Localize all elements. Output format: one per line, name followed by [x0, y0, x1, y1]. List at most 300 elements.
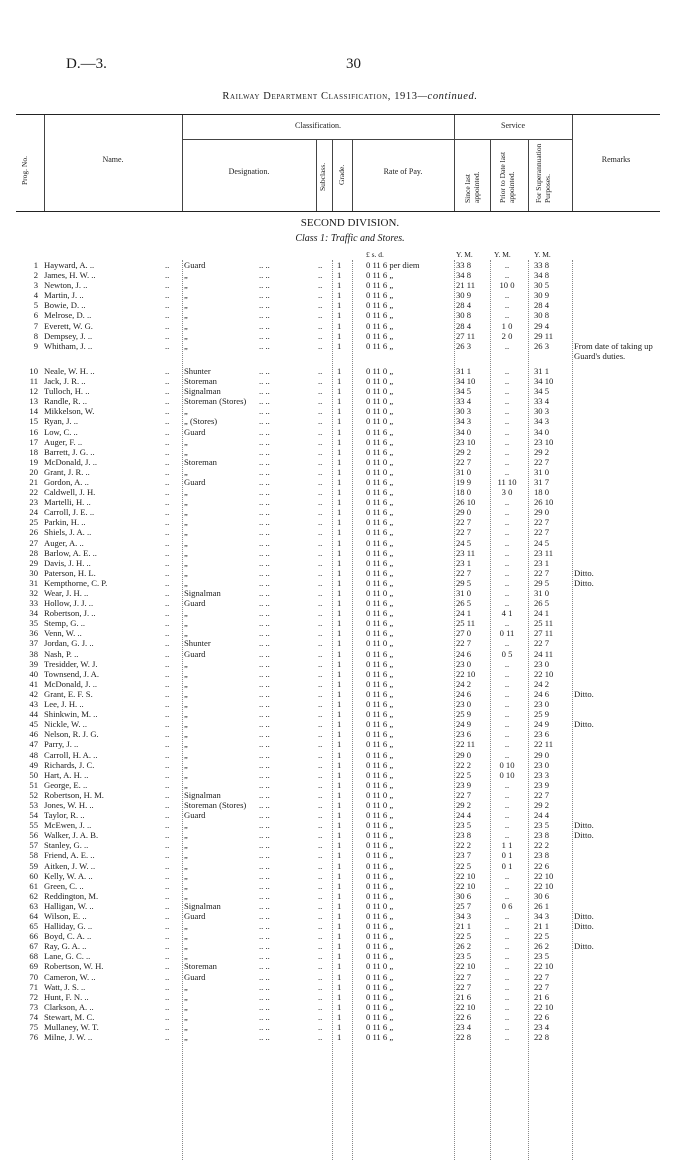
cell-pay: 0 11 6 „ [366, 749, 394, 760]
cell-since: 22 10 [456, 880, 476, 891]
cell-grade: 1 [337, 446, 342, 457]
cell-prior: .. [504, 739, 510, 750]
cell-prior: .. [504, 941, 510, 952]
cell-no: 8 [33, 330, 38, 341]
table-row [0, 649, 700, 659]
cell-since: 23 6 [456, 729, 472, 740]
cell-des: Signalman [184, 386, 221, 397]
cell-since: 22 7 [456, 638, 472, 649]
cell-name: Shinkwin, M. .. [44, 709, 98, 720]
cell-pay: 0 11 6 „ [366, 618, 394, 629]
cell-sub: .. [318, 931, 323, 942]
cell-pay: 0 11 6 „ [366, 310, 394, 321]
cell-sub: .. [318, 668, 323, 679]
cell-grade: 1 [337, 699, 342, 710]
leader-dots: .. [165, 860, 170, 871]
leader-dots: .. .. [259, 638, 270, 649]
cell-sub: .. [318, 759, 323, 770]
cell-since: 23 7 [456, 850, 472, 861]
cell-grade: 1 [337, 900, 342, 911]
cell-no: 40 [29, 668, 38, 679]
cell-grade: 1 [337, 709, 342, 720]
cell-pay: 0 11 0 „ [366, 588, 394, 598]
cell-since: 34 10 [456, 376, 476, 387]
cell-sub: .. [318, 618, 323, 629]
leader-dots: .. [165, 789, 170, 800]
cell-since: 30 6 [456, 890, 472, 901]
cell-sub: .. [318, 396, 323, 407]
cell-super: 22 11 [534, 739, 554, 750]
cell-grade: 1 [337, 779, 342, 790]
table-row [0, 437, 700, 447]
col-classification: Classification. [295, 121, 341, 130]
cell-since: 23 0 [456, 658, 472, 669]
leader-dots: .. [165, 456, 170, 467]
col-subclass: Subclass. [318, 162, 327, 191]
cell-prior: .. [504, 729, 510, 740]
col-super: For Superannuation Purposes. [534, 143, 552, 203]
leader-dots: .. [165, 900, 170, 911]
cell-sub: .. [318, 507, 323, 518]
cell-grade: 1 [337, 406, 342, 417]
cell-prior: .. [504, 1011, 510, 1022]
cell-name: Robertson, J. .. [44, 608, 96, 619]
cell-pay: 0 11 0 „ [366, 376, 394, 387]
cell-grade: 1 [337, 729, 342, 740]
cell-name: Robertson, W. H. [44, 961, 104, 972]
table-row [0, 820, 700, 830]
cell-name: Green, C. .. [44, 880, 84, 891]
cell-name: Shiels, J. A. .. [44, 527, 92, 538]
cell-no: 67 [29, 941, 38, 952]
cell-super: 29 2 [534, 799, 550, 810]
leader-dots: .. [165, 719, 170, 730]
cell-sub: .. [318, 577, 323, 588]
leader-dots: .. [165, 416, 170, 427]
cell-des: Guard [184, 598, 206, 609]
cell-sub: .. [318, 991, 323, 1002]
cell-super: 23 10 [534, 436, 554, 447]
col-service: Service [501, 121, 525, 130]
cell-rem: Ditto. [574, 830, 594, 841]
cell-no: 56 [29, 830, 38, 841]
cell-no: 37 [29, 638, 38, 649]
cell-pay: 0 11 6 „ [366, 840, 394, 851]
leader-dots: .. .. [259, 547, 270, 558]
leader-dots: .. .. [259, 497, 270, 508]
cell-des: „ [184, 487, 188, 498]
cell-name: Stewart, M. C. [44, 1011, 95, 1022]
leader-dots: .. [165, 830, 170, 841]
cell-no: 72 [29, 991, 38, 1002]
table-row [0, 280, 700, 290]
table-row [0, 548, 700, 558]
cell-since: 34 3 [456, 416, 472, 427]
cell-pay: 0 11 6 „ [366, 678, 394, 689]
table-row [0, 527, 700, 537]
cell-pay: 0 11 6 „ [366, 941, 394, 952]
table-row [0, 911, 700, 921]
cell-since: 22 7 [456, 456, 472, 467]
cell-name: Nickle, W. .. [44, 719, 87, 730]
cell-sub: .. [318, 588, 323, 598]
leader-dots: .. .. [259, 729, 270, 740]
cell-name: Robertson, H. M. [44, 789, 104, 800]
cell-no: 69 [29, 961, 38, 972]
cell-since: 24 6 [456, 648, 472, 659]
cell-des: „ [184, 769, 188, 780]
table-row [0, 780, 700, 790]
table-row [0, 310, 700, 320]
cell-sub: .. [318, 900, 323, 911]
page-number: 30 [346, 56, 361, 72]
cell-no: 70 [29, 971, 38, 982]
cell-no: 3 [33, 280, 38, 291]
cell-sub: .. [318, 456, 323, 467]
cell-no: 5 [33, 300, 38, 311]
cell-name: Kempthorne, C. P. [44, 577, 108, 588]
cell-pay: 0 11 6 „ [366, 648, 394, 659]
leader-dots: .. [165, 941, 170, 952]
cell-grade: 1 [337, 799, 342, 810]
cell-sub: .. [318, 638, 323, 649]
leader-dots: .. [165, 436, 170, 447]
cell-pay: 0 11 6 „ [366, 1022, 394, 1033]
cell-pay: 0 11 6 „ [366, 759, 394, 770]
cell-des: „ [184, 759, 188, 770]
cell-prior: .. [504, 951, 510, 962]
cell-super: 30 8 [534, 310, 550, 321]
cell-no: 62 [29, 890, 38, 901]
table-row [0, 689, 700, 699]
cell-prior: .. [504, 517, 510, 528]
cell-grade: 1 [337, 850, 342, 861]
cell-pay: 0 11 0 „ [366, 466, 394, 477]
table-row [0, 760, 700, 770]
cell-no: 31 [29, 577, 38, 588]
leader-dots: .. [165, 426, 170, 437]
cell-sub: .. [318, 820, 323, 831]
cell-since: 26 2 [456, 941, 472, 952]
cell-since: 22 5 [456, 931, 472, 942]
cell-sub: .. [318, 260, 323, 270]
cell-sub: .. [318, 699, 323, 710]
cell-des: Signalman [184, 900, 221, 911]
cell-super: 26 2 [534, 941, 550, 952]
cell-since: 23 4 [456, 1022, 472, 1033]
cell-prior: .. [504, 416, 510, 427]
cell-des: „ [184, 668, 188, 679]
class-title [0, 233, 700, 244]
leader-dots: .. .. [259, 840, 270, 851]
cell-super: 33 8 [534, 260, 550, 270]
cell-since: 18 0 [456, 487, 472, 498]
cell-prior: .. [504, 365, 510, 376]
cell-pay: 0 11 6 „ [366, 497, 394, 508]
table-row [0, 558, 700, 568]
cell-des: „ [184, 1022, 188, 1033]
table-row [0, 972, 700, 982]
leader-dots: .. .. [259, 709, 270, 720]
cell-grade: 1 [337, 310, 342, 321]
col-prog-no: Prog. No. [20, 156, 29, 185]
cell-pay: 0 11 6 „ [366, 567, 394, 578]
leader-dots: .. .. [259, 365, 270, 376]
cell-since: 23 5 [456, 820, 472, 831]
leader-dots: .. [165, 1022, 170, 1033]
cell-des: „ [184, 290, 188, 301]
cell-sub: .. [318, 537, 323, 548]
cell-prior: .. [504, 527, 510, 538]
cell-pay: 0 11 6 „ [366, 951, 394, 962]
leader-dots: .. .. [259, 300, 270, 311]
cell-prior: .. [504, 507, 510, 518]
cell-name: Halligan, W. .. [44, 900, 94, 911]
cell-des: „ [184, 446, 188, 457]
leader-dots: .. [165, 598, 170, 609]
cell-since: 24 1 [456, 608, 472, 619]
cell-des: „ [184, 820, 188, 831]
cell-grade: 1 [337, 386, 342, 397]
cell-since: 21 6 [456, 991, 472, 1002]
table-row [0, 659, 700, 669]
cell-prior: .. [504, 921, 510, 932]
leader-dots: .. .. [259, 476, 270, 487]
leader-dots: .. .. [259, 941, 270, 952]
leader-dots: .. .. [259, 446, 270, 457]
cell-grade: 1 [337, 1022, 342, 1033]
cell-since: 24 9 [456, 719, 472, 730]
table-row [0, 351, 700, 361]
cell-des: „ [184, 507, 188, 518]
leader-dots: .. [165, 376, 170, 387]
cell-since: 30 3 [456, 406, 472, 417]
leader-dots: .. .. [259, 739, 270, 750]
cell-super: 23 11 [534, 547, 554, 558]
leader-dots: .. .. [259, 1011, 270, 1022]
leader-dots: .. .. [259, 577, 270, 588]
cell-no: 2 [33, 270, 38, 281]
cell-sub: .. [318, 1032, 323, 1043]
leader-dots: .. [165, 648, 170, 659]
cell-sub: .. [318, 880, 323, 891]
leader-dots: .. [165, 1001, 170, 1012]
cell-des: „ [184, 300, 188, 311]
cell-sub: .. [318, 426, 323, 437]
cell-name: Auger, A. .. [44, 537, 84, 548]
cell-since: 21 11 [456, 280, 476, 291]
cell-since: 23 8 [456, 830, 472, 841]
cell-sub: .. [318, 729, 323, 740]
cell-prior: .. [504, 1022, 510, 1033]
cell-des: Storeman (Stores) [184, 396, 247, 407]
table-row [0, 538, 700, 548]
cell-since: 22 10 [456, 1001, 476, 1012]
cell-no: 38 [29, 648, 38, 659]
cell-name: Jones, W. H. .. [44, 799, 94, 810]
cell-name: Boyd, C. A. .. [44, 931, 92, 942]
cell-no: 21 [29, 476, 38, 487]
cell-no: 43 [29, 699, 38, 710]
cell-des: „ [184, 1001, 188, 1012]
cell-pay: 0 11 6 „ [366, 830, 394, 841]
leader-dots: .. .. [259, 971, 270, 982]
cell-des: „ [184, 628, 188, 639]
leader-dots: .. [165, 588, 170, 598]
cell-pay: 0 11 6 „ [366, 557, 394, 568]
cell-no: 9 [33, 340, 38, 351]
table-row [0, 921, 700, 931]
col-grade: Grade. [337, 164, 346, 185]
cell-no: 60 [29, 870, 38, 881]
cell-pay: 0 11 6 „ [366, 517, 394, 528]
cell-name: Hayward, A. .. [44, 260, 95, 270]
table-row [0, 861, 700, 871]
table-row [0, 709, 700, 719]
cell-pay: 0 11 0 „ [366, 365, 394, 376]
cell-sub: .. [318, 810, 323, 821]
cell-des: Guard [184, 971, 206, 982]
cell-grade: 1 [337, 688, 342, 699]
leader-dots: .. .. [259, 1022, 270, 1033]
cell-sub: .. [318, 981, 323, 992]
table-row [0, 517, 700, 527]
cell-prior: .. [504, 678, 510, 689]
table-row [0, 366, 700, 376]
table-row [0, 992, 700, 1002]
cell-name: Venn, W. .. [44, 628, 82, 639]
cell-no: 13 [29, 396, 38, 407]
cell-super: 23 1 [534, 557, 550, 568]
cell-pay: 0 11 6 „ [366, 446, 394, 457]
cell-des: „ [184, 951, 188, 962]
cell-prior: 0 1 [501, 850, 513, 861]
cell-des: „ [184, 270, 188, 281]
cell-pay: 0 11 0 „ [366, 396, 394, 407]
cell-des: „ (Stores) [184, 416, 218, 427]
table-row [0, 800, 700, 810]
leader-dots: .. .. [259, 290, 270, 301]
cell-pay: 0 11 0 „ [366, 789, 394, 800]
cell-prior: .. [504, 547, 510, 558]
cell-grade: 1 [337, 456, 342, 467]
leader-dots: .. .. [259, 911, 270, 921]
leader-dots: .. .. [259, 648, 270, 659]
section-title: SECOND DIVISION. [300, 217, 400, 229]
table-row [0, 739, 700, 749]
cell-pay: 0 11 6 „ [366, 1011, 394, 1022]
cell-no: 42 [29, 688, 38, 699]
cell-super: 34 0 [534, 426, 550, 437]
cell-grade: 1 [337, 628, 342, 639]
cell-des: „ [184, 608, 188, 619]
cell-prior: .. [504, 396, 510, 407]
table-row [0, 719, 700, 729]
page-subtitle [0, 91, 700, 102]
table-row [0, 608, 700, 618]
cell-super: 23 5 [534, 820, 550, 831]
cell-since: 22 10 [456, 668, 476, 679]
cell-sub: .. [318, 688, 323, 699]
cell-prior: .. [504, 961, 510, 972]
leader-dots: .. [165, 961, 170, 972]
cell-prior: .. [504, 638, 510, 649]
cell-grade: 1 [337, 860, 342, 871]
leader-dots: .. [165, 658, 170, 669]
cell-grade: 1 [337, 769, 342, 780]
cell-rem: Ditto. [574, 688, 594, 699]
cell-sub: .. [318, 446, 323, 457]
leader-dots: .. .. [259, 456, 270, 467]
cell-prior: .. [504, 688, 510, 699]
cell-rem: From date of taking up [574, 340, 653, 351]
cell-name: McDonald, J. .. [44, 456, 97, 467]
cell-super: 18 0 [534, 487, 550, 498]
cell-sub: .. [318, 678, 323, 689]
cell-pay: 0 11 6 „ [366, 270, 394, 281]
cell-des: „ [184, 567, 188, 578]
cell-sub: .. [318, 840, 323, 851]
cell-sub: .. [318, 911, 323, 921]
leader-dots: .. [165, 537, 170, 548]
cell-since: 22 5 [456, 860, 472, 871]
leader-dots: .. .. [259, 668, 270, 679]
cell-pay: 0 11 0 „ [366, 900, 394, 911]
cell-name: Randle, R. .. [44, 396, 87, 407]
table-row [0, 427, 700, 437]
cell-super: 29 0 [534, 749, 550, 760]
cell-name: Reddington, M. [44, 890, 99, 901]
cell-no: 73 [29, 1001, 38, 1012]
cell-since: 26 5 [456, 598, 472, 609]
cell-name: Stanley, G. .. [44, 840, 89, 851]
cell-sub: .. [318, 487, 323, 498]
cell-pay: 0 11 6 „ [366, 577, 394, 588]
cell-since: 24 2 [456, 678, 472, 689]
leader-dots: .. .. [259, 961, 270, 972]
cell-since: 22 6 [456, 1011, 472, 1022]
cell-prior: .. [504, 799, 510, 810]
cell-name: Stemp, G. .. [44, 618, 86, 629]
cell-sub: .. [318, 290, 323, 301]
cell-pay: 0 11 0 „ [366, 638, 394, 649]
col-name: Name. [102, 155, 124, 164]
leader-dots: .. .. [259, 951, 270, 962]
cell-super: 22 7 [534, 567, 550, 578]
table-row [0, 1032, 700, 1042]
cell-prior: 3 0 [501, 487, 513, 498]
cell-grade: 1 [337, 537, 342, 548]
cell-grade: 1 [337, 320, 342, 331]
cell-super: 21 6 [534, 991, 550, 1002]
cell-pay: 0 11 6 „ [366, 1001, 394, 1012]
table-row [0, 669, 700, 679]
leader-dots: .. [165, 406, 170, 417]
leader-dots: .. [165, 779, 170, 790]
cell-grade: 1 [337, 810, 342, 821]
table-row [0, 699, 700, 709]
leader-dots: .. .. [259, 850, 270, 861]
cell-prior: .. [504, 340, 510, 351]
units-super: Y. M. [534, 250, 551, 259]
cell-no: 75 [29, 1022, 38, 1033]
leader-dots: .. [165, 880, 170, 891]
col-remarks: Remarks [601, 155, 631, 164]
cell-pay: 0 11 6 „ [366, 971, 394, 982]
cell-super: 22 7 [534, 517, 550, 528]
cell-grade: 1 [337, 759, 342, 770]
cell-since: 22 5 [456, 769, 472, 780]
